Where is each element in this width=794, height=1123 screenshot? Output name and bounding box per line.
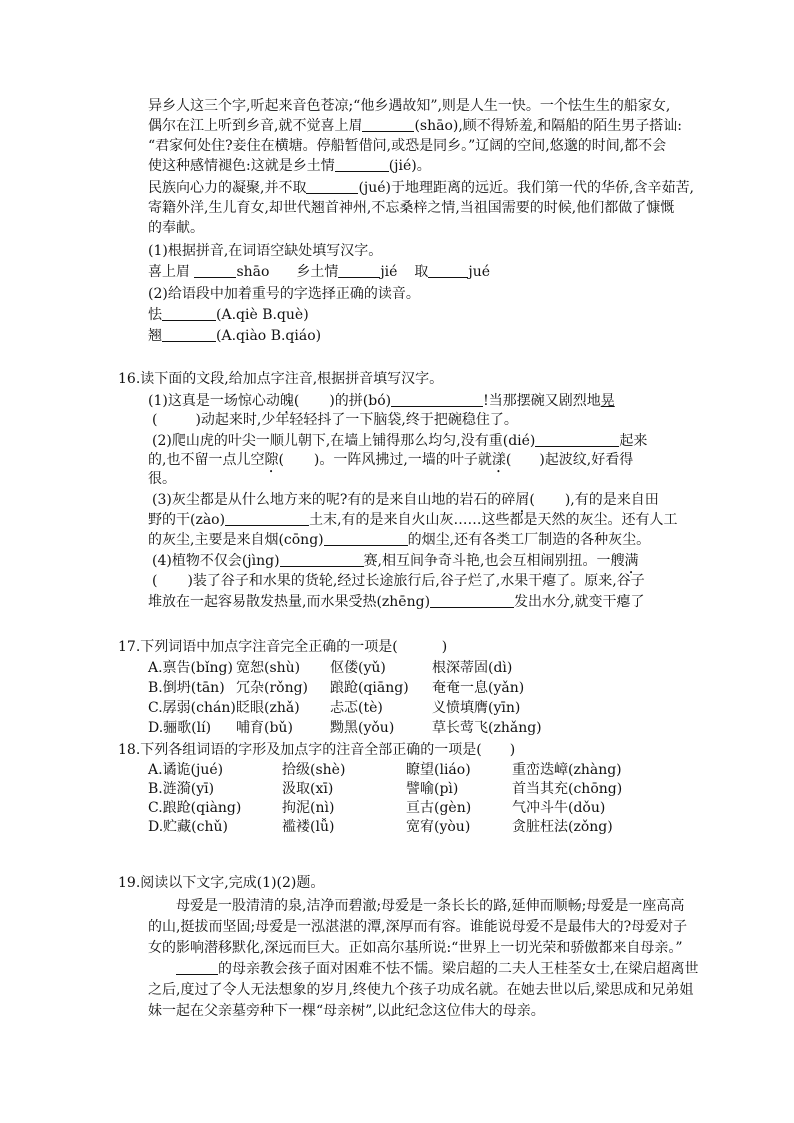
q19-title: 19.阅读以下文字,完成(1)(2)题。	[118, 875, 325, 891]
q18-option-0-1: 拾级(shè)	[282, 762, 346, 778]
q-sub-2: (2)给语段中加着重号的字选择正确的读音。	[148, 286, 420, 302]
q18-title	[118, 740, 515, 760]
q16-dot-man: 满	[624, 553, 639, 569]
intro-line-2-rest: (shāo),顾不得矫羞,和隔船的陌生男子搭讪:	[414, 118, 682, 134]
blank-jue[interactable]	[306, 178, 358, 194]
char-qiao: 翘	[148, 328, 162, 344]
q16-p1c: )的拼(bó)	[329, 393, 392, 409]
q16-p1d: !当那摆碗又剧烈地	[483, 393, 601, 409]
item-pinyin-2: jié	[380, 264, 398, 280]
q16-blank-bo[interactable]	[391, 391, 483, 407]
item-label-1: 喜上眉	[148, 264, 190, 280]
q18-option-0-3: 重峦迭嶂(zhàng)	[512, 762, 622, 778]
q16-p1-line2	[152, 410, 518, 430]
q18-title-text: 18.下列各组词语的字形及加点字的注音全部正确的一项是(	[118, 742, 482, 758]
item-label-2: 乡土情	[296, 264, 339, 280]
q16-blank-jing[interactable]	[280, 551, 364, 567]
intro-line-4-text: 使这种感情褪色:这就是乡土情	[148, 158, 335, 174]
intro-line-4-rest: (jié)。	[388, 158, 431, 174]
q16-p4c: (	[152, 573, 158, 589]
intro-line-7: 的奉献。	[148, 220, 204, 236]
intro-line-4	[148, 156, 431, 176]
q16-p4-line2	[152, 571, 645, 591]
intro-line-2-text: 偶尔在江上听到乡音,就不觉喜上眉	[148, 118, 363, 134]
q18-option-2-3: 气冲斗牛(dǒu)	[512, 800, 606, 816]
intro-line-3: “君家何处住?妾住在横塘。停船暂借问,或恐是同乡。”辽阔的空间,悠邈的时间,都不会	[148, 138, 667, 154]
q18-option-2-2: 亘古(gèn)	[406, 800, 472, 816]
q17-option-1-0[interactable]: B.倒坍(tān)	[148, 680, 225, 696]
blank-jie[interactable]	[335, 156, 389, 172]
options-qiao: (A.qiào B.qiáo)	[216, 328, 322, 344]
blank-shao[interactable]	[362, 116, 414, 132]
q18-option-1-3: 首当其充(chōng)	[512, 781, 623, 797]
q16-blank-zheng[interactable]	[430, 592, 514, 608]
answer-qie[interactable]	[162, 305, 216, 321]
q16-title: 16.读下面的文段,给加点字注音,根据拼音填写汉字。	[118, 371, 444, 387]
intro-line-6: 寄籍外洋,生儿育女,却世代翘首神州,不忘桑梓之情,当祖国需要的时候,他们都做了慷慨	[148, 200, 675, 216]
q17-option-0-2: 伛偻(yǔ)	[330, 660, 386, 676]
q16-p1a: (1)这真是一场惊心动	[148, 393, 280, 409]
q17-option-3-1: 哺育(bǔ)	[236, 720, 293, 736]
q19-line-3: 女的影响潜移默化,深远而巨大。正如高尔基所说:“世界上一切光荣和骄傲都来自母亲。”	[148, 940, 683, 956]
q16-p1e: (	[152, 412, 158, 428]
q16-blank-die[interactable]	[535, 431, 619, 447]
q19-blank[interactable]	[176, 959, 218, 975]
fill-jue[interactable]	[428, 262, 468, 278]
item-pinyin-1: shāo	[236, 264, 270, 280]
q17-option-0-1: 宽恕(shù)	[236, 660, 301, 676]
q-sub-2-item-2	[148, 326, 321, 346]
q18-option-0-0[interactable]: A.谲诡(jué)	[148, 762, 224, 778]
q16-p2d: (	[278, 452, 284, 468]
q18-option-3-2: 宽宥(yòu)	[406, 819, 471, 835]
q16-p2a: (2)爬山虎的叶尖一顺儿朝下,在墙上铺得那么均匀,没有重(dié)	[152, 433, 536, 449]
q16-p3e: 土末,有的是来自火山灰……这些都是天然的灰尘。还有人工	[309, 512, 678, 528]
q18-option-1-0[interactable]: B.涟漪(yī)	[148, 781, 215, 797]
q16-dot-xie: 屑	[515, 492, 530, 508]
q16-p3f: 的灰尘,主要是来自烟(cōng)	[148, 532, 324, 548]
q17-option-0-3: 根深蒂固(dì)	[432, 660, 513, 676]
q19-line-2: 的山,挺拔而坚固;母爱是一泓湛湛的潭,深厚而有容。谁能说母爱不是最伟大的?母爱对子	[148, 919, 688, 935]
q16-underline-huang: 晃	[600, 393, 615, 409]
q16-p4b: 赛,相互间争奇斗艳,也会互相闹别扭。一艘	[363, 553, 625, 569]
q16-dot-po: 魄	[279, 393, 294, 409]
q16-blank-zao[interactable]	[225, 510, 309, 526]
q16-p4f: 发出水分,就变干瘪了	[514, 594, 645, 610]
item-label-3: 取	[414, 264, 429, 280]
q19-line-5: 之后,度过了令人无法想象的岁月,终使九个孩子功成名就。在她去世以后,梁思成和兄弟姐	[148, 982, 694, 998]
q16-p1b: (	[293, 393, 300, 409]
q17-option-2-1: 眨眼(zhǎ)	[236, 700, 300, 716]
q16-p4a: (4)植物不仅会(jìng)	[152, 553, 280, 569]
q19-line-4	[176, 959, 698, 979]
q16-p4-line3	[148, 592, 644, 612]
q18-option-3-0[interactable]: D.贮藏(chǔ)	[148, 819, 228, 835]
q16-p3a: (3)灰尘都是从什么地方来的呢?有的是来自山地的岩石的碎	[152, 492, 516, 508]
q18-option-3-3: 贪脏枉法(zǒng)	[512, 819, 613, 835]
answer-qiao[interactable]	[162, 326, 216, 342]
intro-line-5-text: 民族向心力的凝聚,并不取	[148, 180, 307, 196]
q18-option-1-2: 譬喻(pì)	[406, 781, 459, 797]
intro-line-1: 异乡人这三个字,听起来音色苍凉;“他乡遇故知”,则是人生一快。一个怯生生的船家女,	[148, 98, 671, 114]
q16-p2g: )起波纹,好看得	[539, 452, 634, 468]
q16-p1f: )动起来时,少年轻轻抖了一下脑袋,终于把碗稳住了。	[195, 412, 518, 428]
q18-option-0-2: 瞭望(liáo)	[406, 762, 471, 778]
q16-p2-line2	[148, 450, 633, 476]
q16-dot-yang: 漾	[491, 452, 506, 468]
intro-line-2	[148, 116, 682, 136]
q16-p4d: )装了谷子和水果的货轮,经过长途旅行后,谷子烂了,水果干瘪了。原来,谷子	[187, 573, 645, 589]
q16-p4e: 堆放在一起容易散发热量,而水果受热(zhēng)	[148, 594, 431, 610]
q18-option-2-0[interactable]: C.踉跄(qiàng)	[148, 800, 242, 816]
q16-p3b: (	[529, 492, 535, 508]
char-qie: 怯	[148, 307, 162, 323]
q16-p2f: (	[505, 452, 512, 468]
q16-p2c: 的,也不留一点儿空	[148, 452, 265, 468]
q17-option-1-1: 冗杂(rǒng)	[236, 680, 309, 696]
q16-p2b: 起来	[619, 433, 648, 449]
options-qie: (A.qiè B.què)	[216, 307, 309, 323]
q17-option-3-3: 草长莺飞(zhǎng)	[432, 720, 542, 736]
q17-option-1-2: 踉跄(qiāng)	[330, 680, 409, 696]
q17-option-3-0[interactable]: D.骊歌(lí)	[148, 720, 212, 736]
q16-p3c: ),有的是来自田	[564, 492, 659, 508]
q19-line-6: 妹一起在父亲墓旁种下一棵“母亲树”,以此纪念这位伟大的母亲。	[148, 1003, 545, 1019]
q16-p2-line1	[152, 431, 647, 451]
q18-option-3-1: 褴褛(lǚ)	[282, 819, 335, 835]
q16-p3-line3	[148, 530, 650, 550]
q18-option-2-1: 拘泥(nì)	[282, 800, 335, 816]
q16-p2e: )。一阵风拂过,一墙的叶子就	[313, 452, 492, 468]
q17-option-2-3: 义愤填膺(yīn)	[432, 700, 521, 716]
q16-p3g: 的烟尘,还有各类工厂制造的各种灰尘。	[407, 532, 651, 548]
fill-jie[interactable]	[338, 262, 380, 278]
q16-p3d: 野的干(zào)	[148, 512, 226, 528]
q17-title	[118, 637, 447, 657]
q17-option-2-2: 忐忑(tè)	[330, 700, 383, 716]
fill-shao[interactable]	[194, 262, 236, 278]
q17-option-0-0[interactable]: A.禀告(bǐng)	[148, 660, 233, 676]
q17-title-text: 17.下列词语中加点字注音完全正确的一项是(	[118, 639, 398, 655]
q18-title-end: )	[509, 742, 516, 758]
q-sub-1: (1)根据拼音,在词语空缺处填写汉字。	[148, 243, 383, 259]
q17-title-end: )	[441, 639, 448, 655]
q17-option-1-3: 奄奄一息(yǎn)	[432, 680, 525, 696]
q19-line-4-text: 的母亲教会孩子面对困难不怯不懦。梁启超的二夫人王桂荃女士,在梁启超离世	[218, 961, 699, 977]
q16-p3-line2	[148, 510, 678, 530]
q-sub-2-item-1	[148, 305, 309, 325]
q19-line-1: 母爱是一股清清的泉,洁净而碧澈;母爱是一条长长的路,延伸而顺畅;母爱是一座高高	[176, 898, 685, 914]
q16-dot-xi: 隙	[264, 452, 279, 468]
q-sub-1-items	[148, 262, 490, 282]
q16-p2-line3: 很。	[148, 471, 176, 487]
q17-option-2-0[interactable]: C.孱弱(chán)	[148, 700, 236, 716]
q18-option-1-1: 汲取(xī)	[282, 781, 334, 797]
q16-blank-cong[interactable]	[324, 530, 408, 546]
intro-line-5	[148, 178, 694, 198]
item-pinyin-3: jué	[468, 264, 491, 280]
intro-line-5-rest: (jué)于地理距离的远近。我们第一代的华侨,含辛茹苦,	[358, 180, 694, 196]
q17-option-3-2: 黝黑(yǒu)	[330, 720, 395, 736]
